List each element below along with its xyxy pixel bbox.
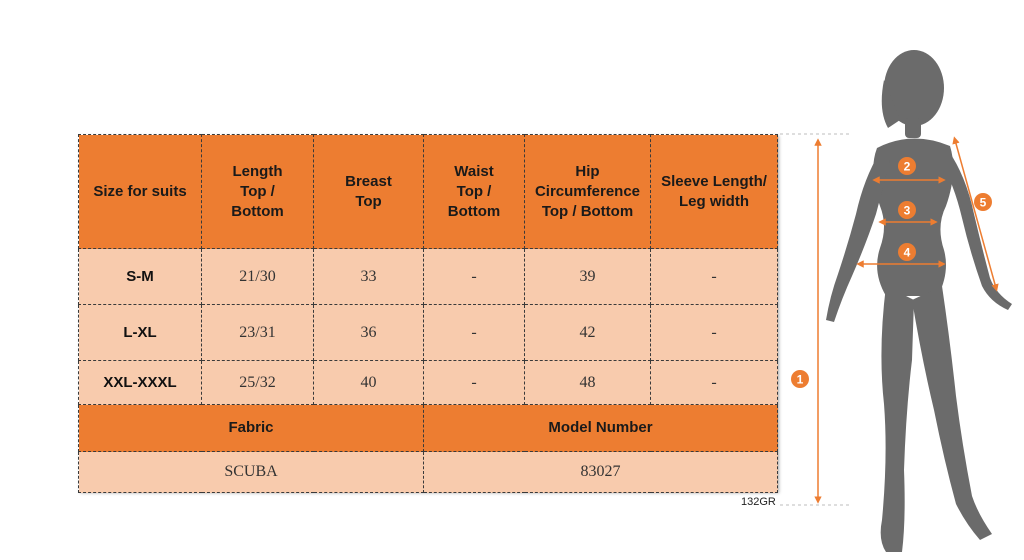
header-waist: Waist Top / Bottom (424, 135, 525, 249)
length-cell: 21/30 (202, 249, 314, 305)
product-code: 132GR (741, 496, 776, 508)
waist-cell: - (424, 249, 525, 305)
marker-4 (898, 243, 916, 261)
header-hip: Hip Circumference Top / Bottom (525, 135, 651, 249)
hip-cell: 48 (525, 361, 651, 405)
sleeve-cell: - (651, 361, 778, 405)
header-length: Length Top / Bottom (202, 135, 314, 249)
size-cell: S-M (79, 249, 202, 305)
svg-text:2: 2 (903, 159, 911, 174)
svg-text:4: 4 (903, 245, 911, 260)
waist-cell: - (424, 305, 525, 361)
hip-cell: 42 (525, 305, 651, 361)
length-cell: 25/32 (202, 361, 314, 405)
marker-3 (898, 201, 916, 219)
marker-2 (898, 157, 916, 175)
fabric-value: SCUBA (79, 452, 424, 493)
sleeve-cell: - (651, 305, 778, 361)
header-size: Size for suits (79, 135, 202, 249)
breast-cell: 33 (314, 249, 424, 305)
header-breast: Breast Top (314, 135, 424, 249)
model-number-value: 83027 (424, 452, 778, 493)
length-cell: 23/31 (202, 305, 314, 361)
svg-text:3: 3 (903, 203, 911, 218)
marker-1 (791, 370, 809, 388)
hip-cell: 39 (525, 249, 651, 305)
svg-text:5: 5 (979, 195, 987, 210)
size-cell: XXL-XXXL (79, 361, 202, 405)
waist-cell: - (424, 361, 525, 405)
breast-cell: 40 (314, 361, 424, 405)
body-silhouette-icon (826, 50, 1012, 552)
header-sleeve: Sleeve Length/ Leg width (651, 135, 778, 249)
sleeve-cell: - (651, 249, 778, 305)
marker-5 (974, 193, 992, 211)
svg-text:1: 1 (796, 372, 804, 387)
fabric-label: Fabric (79, 405, 424, 452)
model-number-label: Model Number (424, 405, 778, 452)
breast-cell: 36 (314, 305, 424, 361)
size-cell: L-XL (79, 305, 202, 361)
